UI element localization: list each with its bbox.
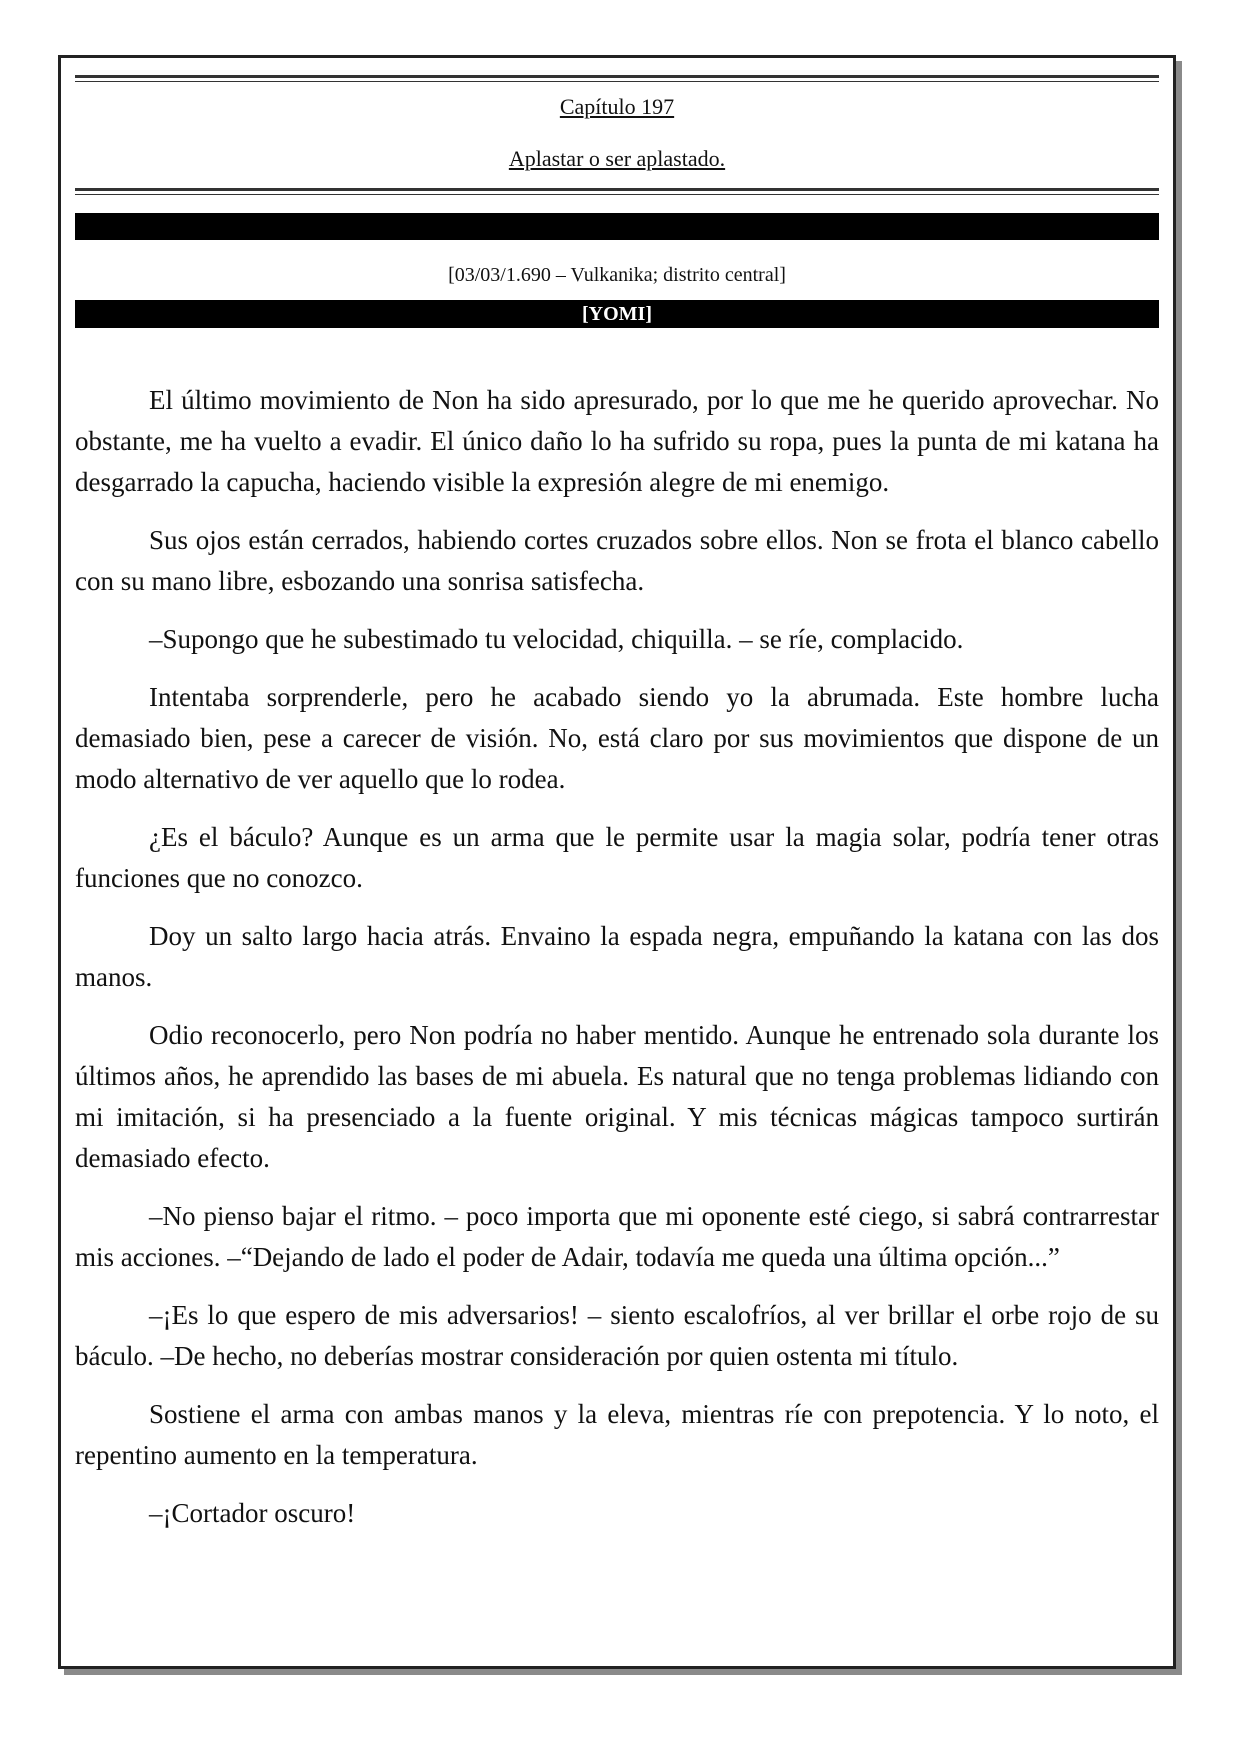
paragraph: ¿Es el báculo? Aunque es un arma que le permite usar la magia solar, podría tener otras funciones que no conozco. [75,822,1159,893]
chapter-subtitle-row [75,144,1159,174]
dateline: [03/03/1.690 – Vulkanika; distrito central] [448,264,786,286]
paragraph: –¡Es lo que espero de mis adversarios! – siento escalofríos, al ver brillar el orbe rojo de su báculo. –De hecho, no deberías mostrar consideración por quien ostenta mi título. [75,1300,1159,1371]
chapter-heading [75,92,1159,122]
bottom-double-rule [75,188,1159,195]
paragraph: Doy un salto largo hacia atrás. Envaino la espada negra, empuñando la katana con las dos manos. [75,921,1159,992]
black-divider-bar [75,213,1159,240]
paragraph: Intentaba sorprenderle, pero he acabado siendo yo la abrumada. Este hombre lucha demasiado bien, pese a carecer de visión. No, está claro por sus movimientos que dispone de un modo alternativo de ver aquello que lo rodea. [75,682,1159,794]
page-content [75,75,1159,1551]
paragraph: –¡Cortador oscuro! [149,1498,356,1528]
body-text [75,380,1159,1534]
pov-banner: [YOMI] [75,300,1159,328]
page-frame [58,55,1176,1669]
chapter-subtitle: Aplastar o ser aplastado. [508,146,726,171]
top-double-rule [75,75,1159,82]
paragraph: Odio reconocerlo, pero Non podría no haber mentido. Aunque he entrenado sola durante los últimos años, he aprendido las bases de mi abuela. Es natural que no tenga problemas lidiando con mi imitación, si ha presenciado a la fuente original. Y mis técnicas mágicas tampoco surtirán demasiado efecto. [75,1020,1159,1173]
chapter-title: Capítulo 197 [559,94,675,119]
paragraph: Sus ojos están cerrados, habiendo cortes cruzados sobre ellos. Non se frota el blanco cabello con su mano libre, esbozando una sonrisa satisfecha. [75,525,1159,596]
paragraph: El último movimiento de Non ha sido apresurado, por lo que me he querido aprovechar. No obstante, me ha vuelto a evadir. El único daño lo ha sufrido su ropa, pues la punta de mi katana ha desgarrado la capucha, haciendo visible la expresión alegre de mi enemigo. [75,385,1159,497]
paragraph: –No pienso bajar el ritmo. – poco importa que mi oponente esté ciego, si sabrá contrarrestar mis acciones. –“Dejando de lado el poder de Adair, todavía me queda una última opción...” [75,1201,1159,1272]
paragraph: Sostiene el arma con ambas manos y la eleva, mientras ríe con prepotencia. Y lo noto, el repentino aumento en la temperatura. [75,1399,1159,1470]
paragraph: –Supongo que he subestimado tu velocidad, chiquilla. – se ríe, complacido. [149,624,964,654]
